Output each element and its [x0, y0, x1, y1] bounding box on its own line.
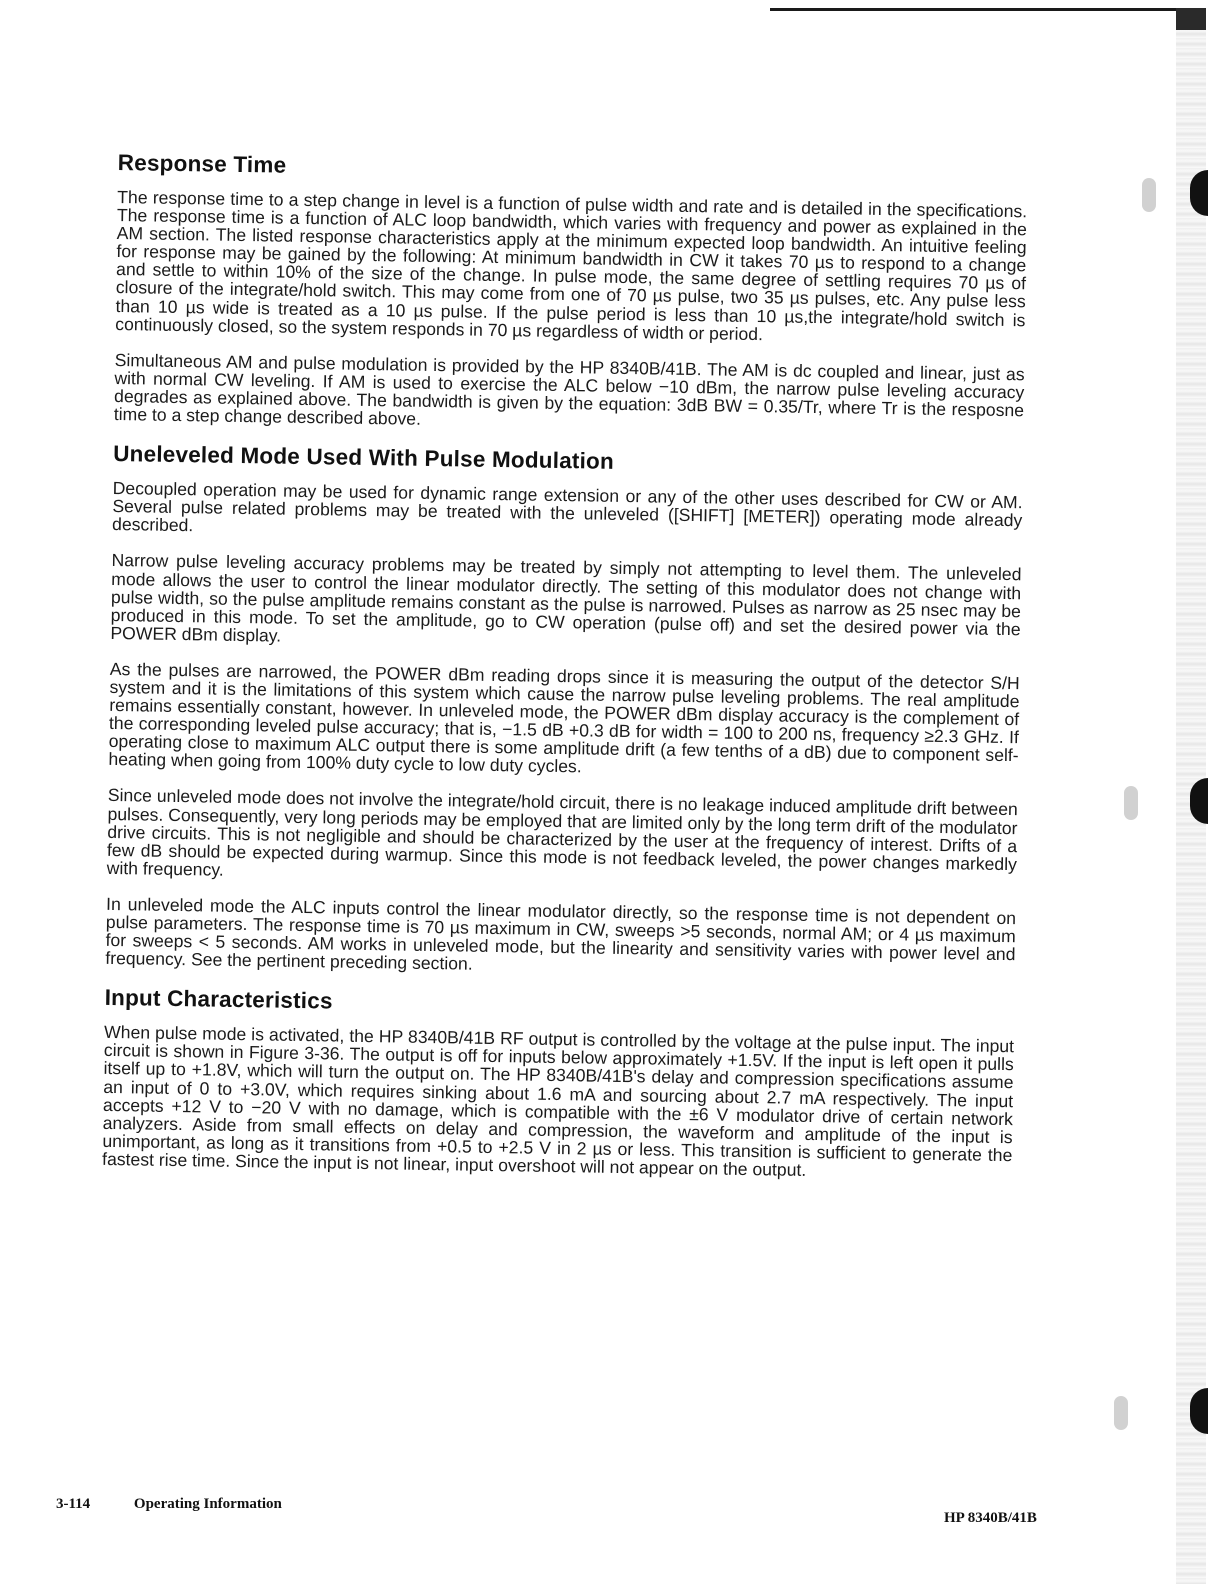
footer-model: HP 8340B/41B	[944, 1510, 1037, 1526]
section-unleveled-mode	[105, 441, 1023, 981]
section-input-characteristics	[102, 985, 1015, 1182]
page-edge-shadow	[1176, 8, 1206, 30]
paragraph: Narrow pulse leveling accuracy problems may be treated by simply not attempting to level them. The unleveled mode allows the user to control the linear modulator directly. The setting of this modulator does not change with pulse width, so the pulse amplitude remains constant as the pulse is narrowed. Pulses as narrow as 25 nsec may be produced in this mode. To set the amplitude, go to CW operation (pulse off) and set the desired power via the POWER dBm display.	[110, 550, 1022, 646]
footer-section-title: Operating Information	[133, 1496, 282, 1512]
paragraph: Since unleveled mode does not involve the integrate/hold circuit, there is no leakage induced amplitude drift between pulses. Consequently, very long periods may be employed that are limited only by the long term drift of the modulator drive circuits. This is not negligible and should be characterized by the user at the frequency of interest. Drifts of a few dB should be expected during warmup. Since this mode is not feedback leveled, the power changes markedly with frequency.	[106, 785, 1018, 880]
page-content	[102, 150, 1028, 1200]
paragraph: The response time to a step change in level is a function of pulse width and rate and is detailed in the specifications. The response time is a function of ALC loop bandwidth, which varies with frequency and power as explained in the AM section. The listed response characteristics apply at the minimum expected loop bandwidth. An intuitive feeling for response may be gained by the following: At minimum bandwidth in CW it takes 70 µs to respond to a change and settle to within 10% of the size of the change. In pulse mode, the same degree of settling requires 70 µs of closure of the integrate/hold switch. This may come from one of 70 µs pulse, two 35 µs pulses, etc. Any pulse less than 10 µs wide is treated as a 10 µs pulse. If the pulse period is less than 10 µs,the integrate/hold switch is continuously closed, so the system responds in 70 µs regardless of width or period.	[115, 186, 1028, 344]
section-heading: Input Characteristics	[104, 985, 333, 1014]
binder-hole-shadow-middle	[1124, 786, 1138, 820]
section-heading: Response Time	[117, 150, 287, 178]
paragraph: Decoupled operation may be used for dynamic range extension or any of the other uses described for CW or AM. Several pulse related problems may be treated with the unleveled ([SHIFT] [METER]) operating mode already described.	[111, 478, 1023, 536]
binder-hole-shadow-top	[1142, 178, 1156, 212]
paragraph: When pulse mode is activated, the HP 8340B/41B RF output is controlled by the voltage at the pulse input. The input circuit is shown in Figure 3-36. The output is off for inputs below approximately +1.5V. If the input is left open it pulls itself up to +1.8V, which will turn the output on. The HP 8340B/41B's delay and compression specifications assume an input of 0 to +3.0V, which requires sinking about 1.6 mA and sourcing about 2.7 mA respectively. The input accepts +12 V to −20 V with no damage, which is compatible with the ±6 V modulator drive of certain network analyzers. Aside from small effects on delay and compression, the waveform and amplitude of the input is unimportant, as long as it transitions from +0.5 to +2.5 V in 2 µs or less. This transition is sufficient to generate the fastest rise time. Since the input is not linear, input overshoot will not appear on the output.	[101, 1022, 1015, 1180]
section-heading: Uneleveled Mode Used With Pulse Modulation	[113, 441, 615, 474]
page-number: 3-114	[56, 1496, 91, 1512]
top-rule	[770, 8, 1180, 11]
footer-left	[56, 1496, 282, 1513]
section-response-time	[114, 150, 1028, 437]
paragraph: As the pulses are narrowed, the POWER dBm reading drops since it is measuring the output of the detector S/H system and it is the limitations of this system which cause the narrow pulse leveling problems. The real amplitude remains essentially constant, however. In unleveled mode, the POWER dBm display accuracy is the complement of the corresponding leveled pulse accuracy; that is, −1.5 dB +0.3 dB for width = 100 to 200 ns, frequency ≥2.3 GHz. If operating close to maximum ALC output there is some amplitude drift (a few tenths of a dB) due to component self-heating when going from 100% duty cycle to low duty cycles.	[108, 658, 1020, 777]
binder-hole-shadow-bottom	[1114, 1396, 1128, 1430]
paragraph: Simultaneous AM and pulse modulation is provided by the HP 8340B/41B. The AM is dc coupled and linear, just as with normal CW leveling. If AM is used to exercise the ALC below −10 dBm, the narrow pulse leveling accuracy degrades as explained above. The bandwidth is given by the equation: 3dB BW = 0.35/Tr, where Tr is the resposne time to a step change described above.	[113, 349, 1025, 429]
paragraph: In unleveled mode the ALC inputs control the linear modulator directly, so the response time is not dependent on pulse parameters. The response time is 70 µs maximum in CW, sweeps >5 seconds, normal AM; or 4 µs maximum for sweeps < 5 seconds. AM works in unleveled mode, but the linearity and sensitivity varies with power level and frequency. See the pertinent preceding section.	[105, 893, 1017, 974]
